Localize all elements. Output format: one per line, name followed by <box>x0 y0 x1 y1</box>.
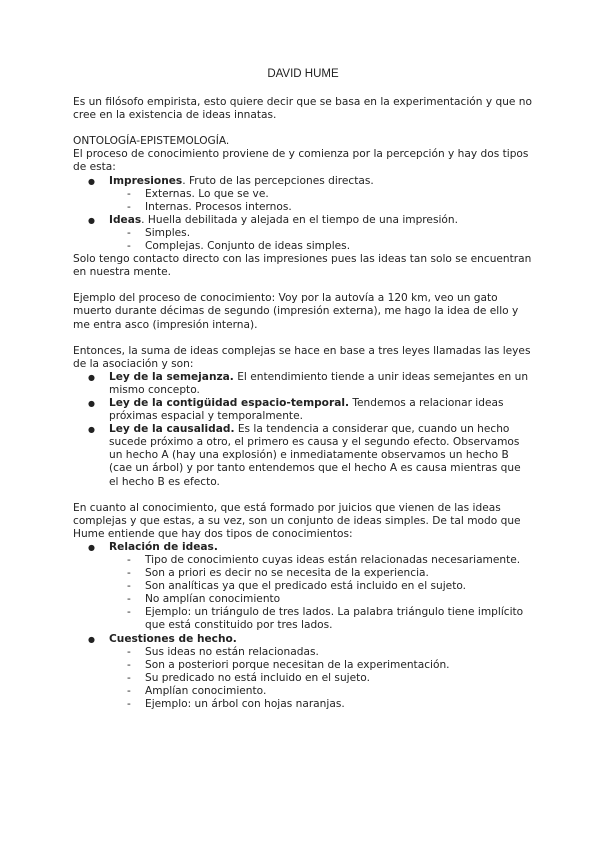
sub-list-item: - Su predicado no está incluido en el sujeto. <box>109 672 533 685</box>
list-item <box>73 397 533 423</box>
list-item-text: Tendemos a relacionar ideas próximas espacial y temporalmente. <box>109 396 504 423</box>
sub-list-item: - Amplían conocimiento. <box>109 685 533 698</box>
association-laws-list <box>73 371 533 489</box>
sub-list-item: - Externas. Lo que se ve. <box>109 188 533 201</box>
sub-list-item: - No amplían conocimiento <box>109 593 533 606</box>
sub-list-item: - Complejas. Conjunto de ideas simples. <box>109 240 533 253</box>
section1-text: El proceso de conocimiento proviene de y comienza por la percepción y hay dos tipos de esta: <box>73 148 529 174</box>
knowledge-types-list <box>73 541 533 711</box>
list-item-text: . Fruto de las percepciones directas. <box>182 174 374 187</box>
list-item-text: Es la tendencia a considerar que, cuando un hecho sucede próximo a otro, el primero es causa y el segundo efecto. Observamos un hecho A (hay una explosión) e inmediatamente observamos un hecho B (cae un árbol) y por tanto entendemos que el hecho A es causa mientras que el hecho B es efecto. <box>109 423 521 488</box>
sub-list <box>109 554 533 633</box>
list-item <box>73 541 533 633</box>
sub-list-item: - Son a priori es decir no se necesita de la experiencia. <box>109 567 533 580</box>
list-item-term: Cuestiones de hecho. <box>109 632 237 645</box>
list-item <box>73 633 533 712</box>
perception-types-list <box>73 175 533 254</box>
list-item <box>73 371 533 397</box>
section-heading-ontologia: ONTOLOGÍA-EPISTEMOLOGÍA. <box>73 135 230 148</box>
sub-list-item: - Tipo de conocimiento cuyas ideas están relacionadas necesariamente. <box>109 554 533 567</box>
sub-list-item: - Sus ideas no están relacionadas. <box>109 646 533 659</box>
list-item-text: El entendimiento tiende a unir ideas semejantes en un mismo concepto. <box>109 370 529 396</box>
list-item <box>73 423 533 488</box>
section3-text: En cuanto al conocimiento, que está formado por juicios que vienen de las ideas complejas y que estas, a su vez, son un conjunto de ideas simples. De tal modo que Hume entiende que hay dos tipos de conocimientos: <box>73 501 521 540</box>
section2-text: Entonces, la suma de ideas complejas se hace en base a tres leyes llamadas las leyes de la asociación y son: <box>73 344 531 370</box>
list-item-term: Ley de la contigüidad espacio-temporal. <box>109 396 349 409</box>
sub-list-item: - Son analíticas ya que el predicado está incluido en el sujeto. <box>109 580 533 593</box>
sub-list-item: - Ejemplo: un árbol con hojas naranjas. <box>109 698 533 711</box>
sub-list-item: - Ejemplo: un triángulo de tres lados. La palabra triángulo tiene implícito que está constituido por tres lados. <box>109 606 533 632</box>
section1-closing: Solo tengo contacto directo con las impresiones pues las ideas tan solo se encuentran en nuestra mente. <box>73 253 532 279</box>
sub-list-item: - Son a posteriori porque necesitan de la experimentación. <box>109 659 533 672</box>
sub-list <box>109 188 533 214</box>
list-item-term: Ley de la causalidad. <box>109 423 235 436</box>
sub-list-item: - Internas. Procesos internos. <box>109 201 533 214</box>
list-item-term: Relación de ideas. <box>109 540 218 553</box>
list-item <box>73 175 533 214</box>
list-item <box>73 214 533 253</box>
sub-list <box>109 646 533 711</box>
sub-list-item: - Simples. <box>109 227 533 240</box>
list-item-term: Impresiones <box>109 174 183 187</box>
list-item-term: Ley de la semejanza. <box>109 370 234 383</box>
example-paragraph: Ejemplo del proceso de conocimiento: Voy por la autovía a 120 km, veo un gato muerto durante décimas de segundo (impresión externa), me hago la idea de ello y me entra asco (impresión interna). <box>73 292 519 331</box>
list-item-text: . Huella debilitada y alejada en el tiempo de una impresión. <box>141 213 458 226</box>
document-title: DAVID HUME <box>267 68 339 80</box>
intro-paragraph: Es un filósofo empirista, esto quiere decir que se basa en la experimentación y que no cree en la existencia de ideas innatas. <box>73 96 532 122</box>
list-item-term: Ideas <box>109 213 142 226</box>
document-page <box>73 68 533 711</box>
sub-list <box>109 227 533 253</box>
